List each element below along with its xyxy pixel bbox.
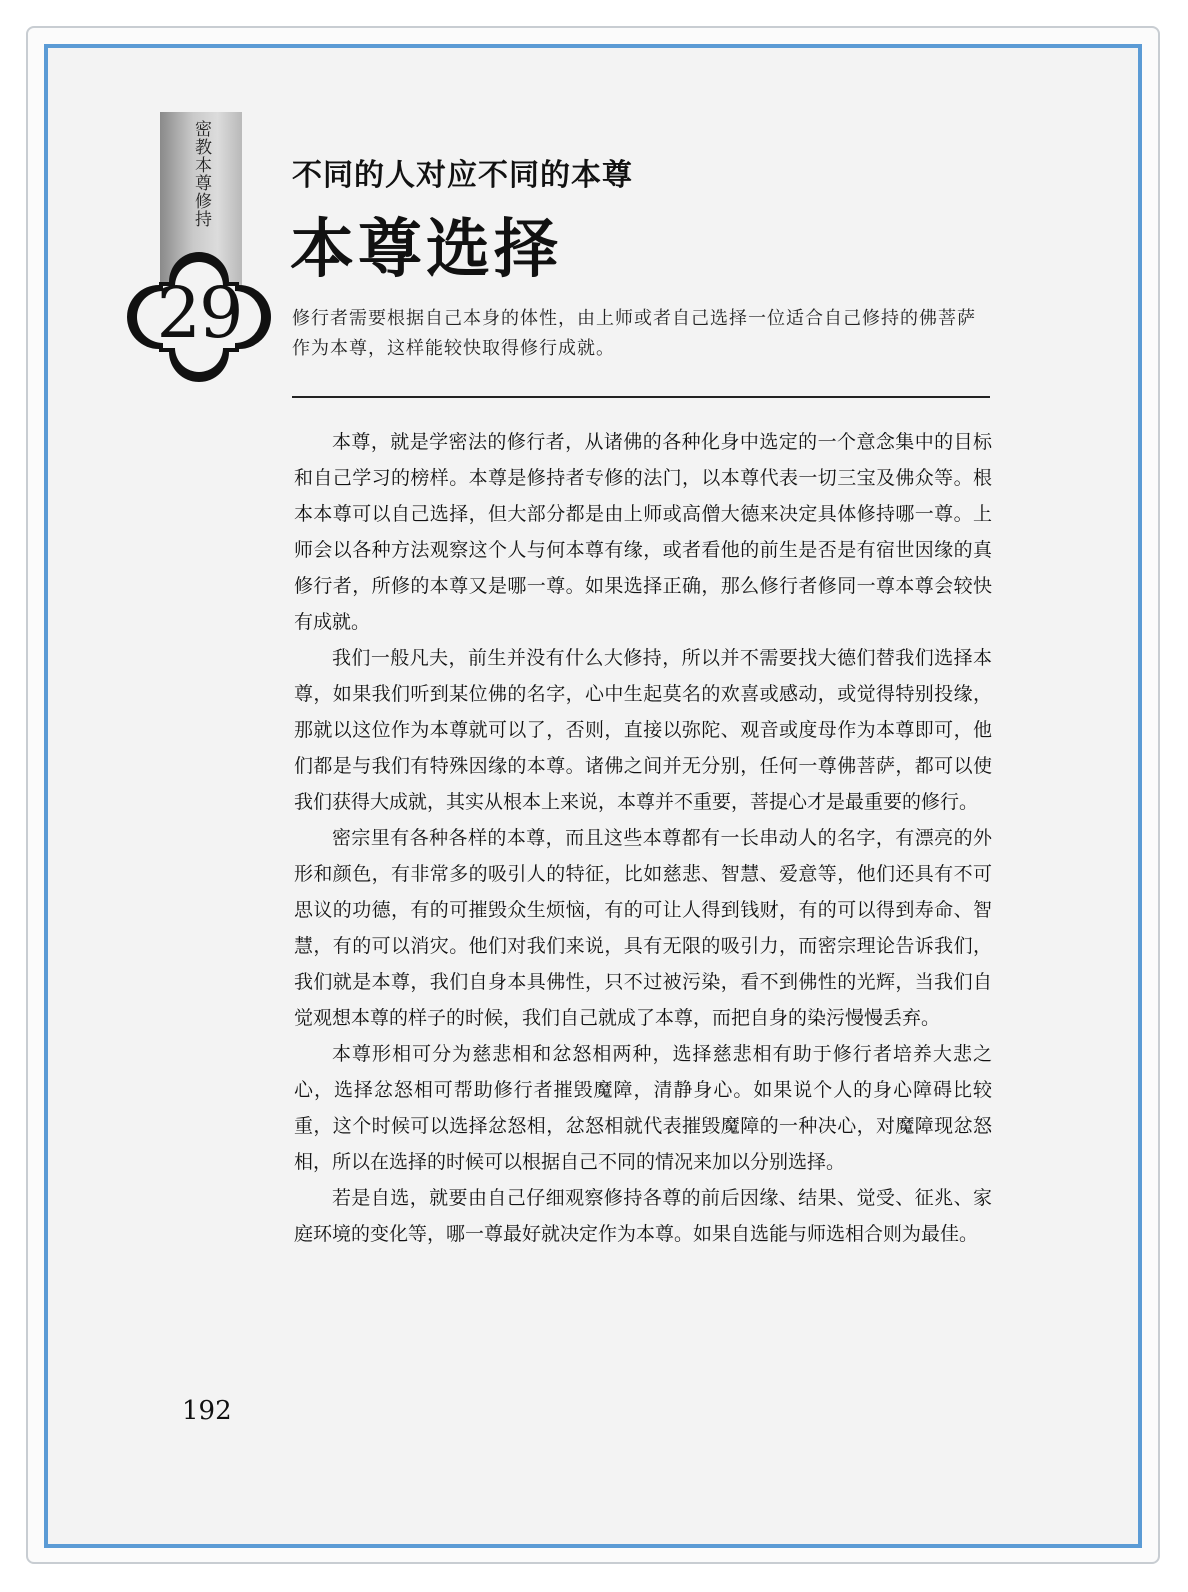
body-paragraph: 我们一般凡夫，前生并没有什么大修持，所以并不需要找大德们替我们选择本尊，如果我们听到某位佛的名字，心中生起莫名的欢喜或感动，或觉得特别投缘，那就以这位作为本尊就可以了，否则，直接以弥陀、观音或度母作为本尊即可，他们都是与我们有特殊因缘的本尊。诸佛之间并无分别，任何一尊佛菩萨，都可以使我们获得大成就，其实从根本上来说，本尊并不重要，菩提心才是最重要的修行。 [294, 647, 992, 813]
section-title: 本尊选择 [290, 212, 562, 287]
page-number: 192 [182, 1396, 232, 1426]
body-paragraph: 密宗里有各种各样的本尊，而且这些本尊都有一长串动人的名字，有漂亮的外形和颜色，有非常多的吸引人的特征，比如慈悲、智慧、爱意等，他们还具有不可思议的功德，有的可摧毁众生烦恼，有的可让人得到钱财，有的可以得到寿命、智慧，有的可以消灾。他们对我们来说，具有无限的吸引力，而密宗理论告诉我们，我们就是本尊，我们自身本具佛性，只不过被污染，看不到佛性的光辉，当我们自觉观想本尊的样子的时候，我们自己就成了本尊，而把自身的染污慢慢丢弃。 [294, 827, 992, 1029]
body-paragraph: 本尊形相可分为慈悲相和忿怒相两种，选择慈悲相有助于修行者培养大悲之心，选择忿怒相可帮助修行者摧毁魔障，清静身心。如果说个人的身心障碍比较重，这个时候可以选择忿怒相，忿怒相就代表摧毁魔障的一种决心，对魔障现忿怒相，所以在选择的时候可以根据自己不同的情况来加以分别选择。 [294, 1043, 992, 1173]
chapter-number-badge [124, 252, 274, 382]
chapter-tab-label: 密教本尊修持 [191, 120, 211, 228]
divider-rule [292, 396, 990, 398]
body-text [294, 424, 992, 1252]
section-intro: 修行者需要根据自己本身的体性，由上师或者自己选择一位适合自己修持的佛菩萨作为本尊，这样能较快取得修行成就。 [292, 308, 976, 359]
section-subtitle: 不同的人对应不同的本尊 [292, 158, 633, 193]
body-paragraph: 本尊，就是学密法的修行者，从诸佛的各种化身中选定的一个意念集中的目标和自己学习的榜样。本尊是修持者专修的法门，以本尊代表一切三宝及佛众等。根本本尊可以自己选择，但大部分都是由上师或高僧大德来决定具体修持哪一尊。上师会以各种方法观察这个人与何本尊有缘，或者看他的前生是否是有宿世因缘的真修行者，所修的本尊又是哪一尊。如果选择正确，那么修行者修同一尊本尊会较快有成就。 [294, 431, 992, 633]
body-paragraph: 若是自选，就要由自己仔细观察修持各尊的前后因缘、结果、觉受、征兆、家庭环境的变化等，哪一尊最好就决定作为本尊。如果自选能与师选相合则为最佳。 [294, 1187, 992, 1245]
chapter-number: 29 [156, 272, 242, 354]
